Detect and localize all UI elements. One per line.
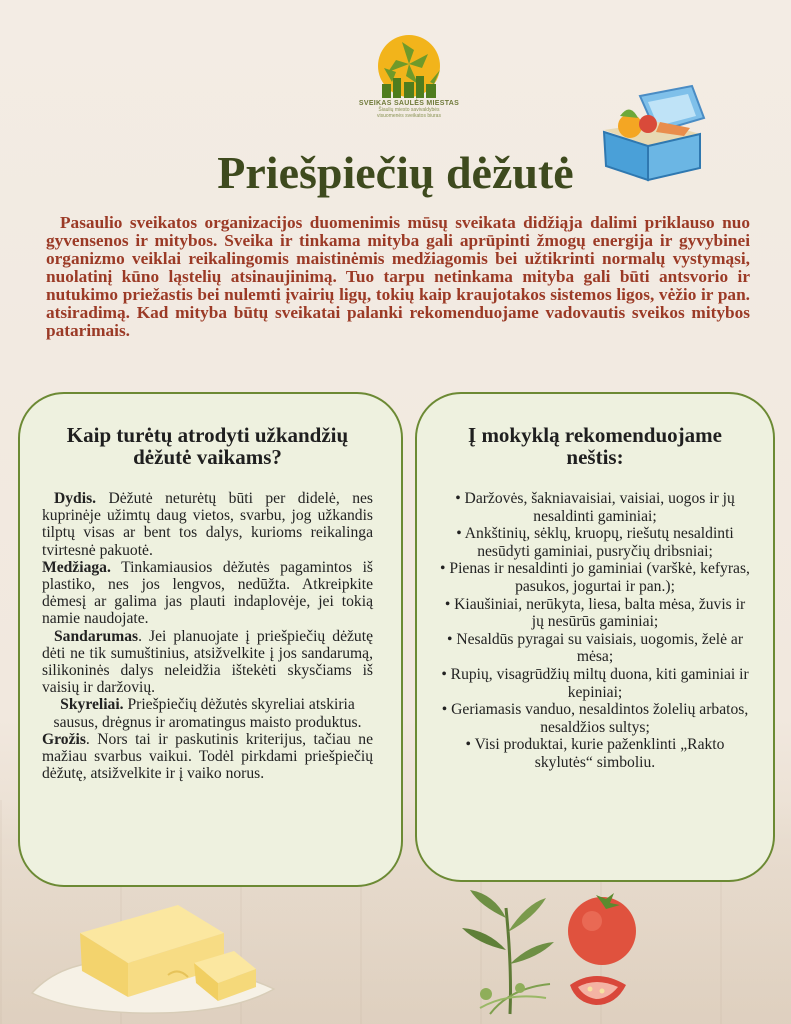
list-item: • Daržovės, šakniavaisiai, vaisiai, uogos ir jų nesaldinti gaminiai; [455,490,735,525]
criterion-compartments [42,696,373,730]
criterion-text: Tinkamiausios dėžutės pagamintos iš plastiko, nes jos lengvos, nedūžta. Atkreipkite dėmesį ar galima jas plauti indaplovėje, jei tokią namie naudojate. [42,558,373,628]
list-item: • Pienas ir nesaldinti jo gaminiai (varškė, kefyras, pasukos, jogurtai ir pan.); [440,560,750,595]
criterion-text: . Jei planuojate į priešpiečių dėžutę dėti ne tik sumuštinius, atsižvelkite į jos sandarumą, silikoninės dalys neleidžia ištekėti skysčiams iš vaisių ir daržovių. [42,627,373,697]
criterion-term: Skyreliai. [60,696,124,714]
logo-name: SVEIKAS SAULĖS MIESTAS [358,100,460,107]
tomato-icon [556,893,646,1008]
logo-tagline-1: Šiaulių miesto savivaldybės [378,107,440,113]
recommended-foods-list [439,490,751,772]
criterion-term: Grožis [42,730,86,748]
criterion-size [42,490,373,559]
criterion-beauty [42,731,373,783]
left-panel-heading: Kaip turėtų atrodyti užkandžių dėžutė vaikams? [66,423,349,469]
list-item: • Kiaušiniai, nerūkyta, liesa, balta mėsa, žuvis ir jų nesūrūs gaminiai; [444,595,746,631]
list-item: • Visi produktai, kurie paženklinti „Rakto skylutės“ simboliu. [465,736,725,771]
criterion-term: Dydis. [54,490,97,507]
criterion-text: Dėžutė neturėtų būti per didelė, nes kuprinėje užimtų daug vietos, svarbu, jog užkandis tilptų visas ar bent tos dalys, kurioms reikalinga tvirtesnė pakuotė. [42,490,373,559]
logo-tagline-2: visuomenės sveikatos biuras [377,113,441,119]
herbs-icon [450,888,560,1018]
criterion-term: Sandarumas [54,627,139,645]
logo-text [354,100,464,119]
right-panel-heading: Į mokyklą rekomenduojame neštis: [468,423,722,469]
list-item: • Nesaldūs pyragai su vaisiais, uogomis, želė ar mėsa; [446,630,744,666]
criterion-sealing [42,628,373,697]
criterion-term: Medžiaga. [42,558,111,576]
intro-paragraph: Pasaulio sveikatos organizacijos duomenimis mūsų sveikata didžiąja dalimi priklauso nuo gyvensenos ir mitybos. Sveika ir tinkama mityba gali aprūpinti žmogų energija ir gyvybinei organizmo veiklai reikalingomis maistinėmis medžiagomis bei užtikrinti normalų vystymąsi, nuolatinį kūno ląstelių atsinaujinimą. Tuo tarpu netinkama mityba gali būti antsvorio ir nutukimo priežastis bei nulemti įvairių ligų, tokių kaip kraujotakos sistemos ligos, vėžio ir pan. atsiradimą. Kad mityba būtų sveikatai palanki rekomenduojame vadovautis sveikos mitybos patarimais. [46,213,750,340]
recommended-foods-panel [415,392,775,882]
butter-icon [28,893,278,1018]
criterion-text: . Nors tai ir paskutinis kriterijus, tačiau ne mažiau svarbus vaikui. Todėl pirkdami priešpiečių dėžutę, atsižvelkite ir į vaiko norus. [42,730,373,783]
page-title: Priešpiečių dėžutė [217,147,574,198]
list-item: • Ankštinių, sėklų, kruopų, riešutų nesaldinti nesūdyti gaminiai, pusryčių dribsniai; [456,525,734,560]
criterion-text: Priešpiečių dėžutės skyreliai atskiria sausus, drėgnus ir aromatingus maisto produktus. [53,696,362,731]
criterion-material [42,559,373,628]
list-item: • Geriamasis vanduo, nesaldintos žolelių arbatos, nesaldžios sultys; [441,701,749,736]
list-item: • Rupių, visagrūdžių miltų duona, kiti gaminiai ir kepiniai; [441,665,749,701]
lunchbox-criteria-panel [18,392,403,887]
